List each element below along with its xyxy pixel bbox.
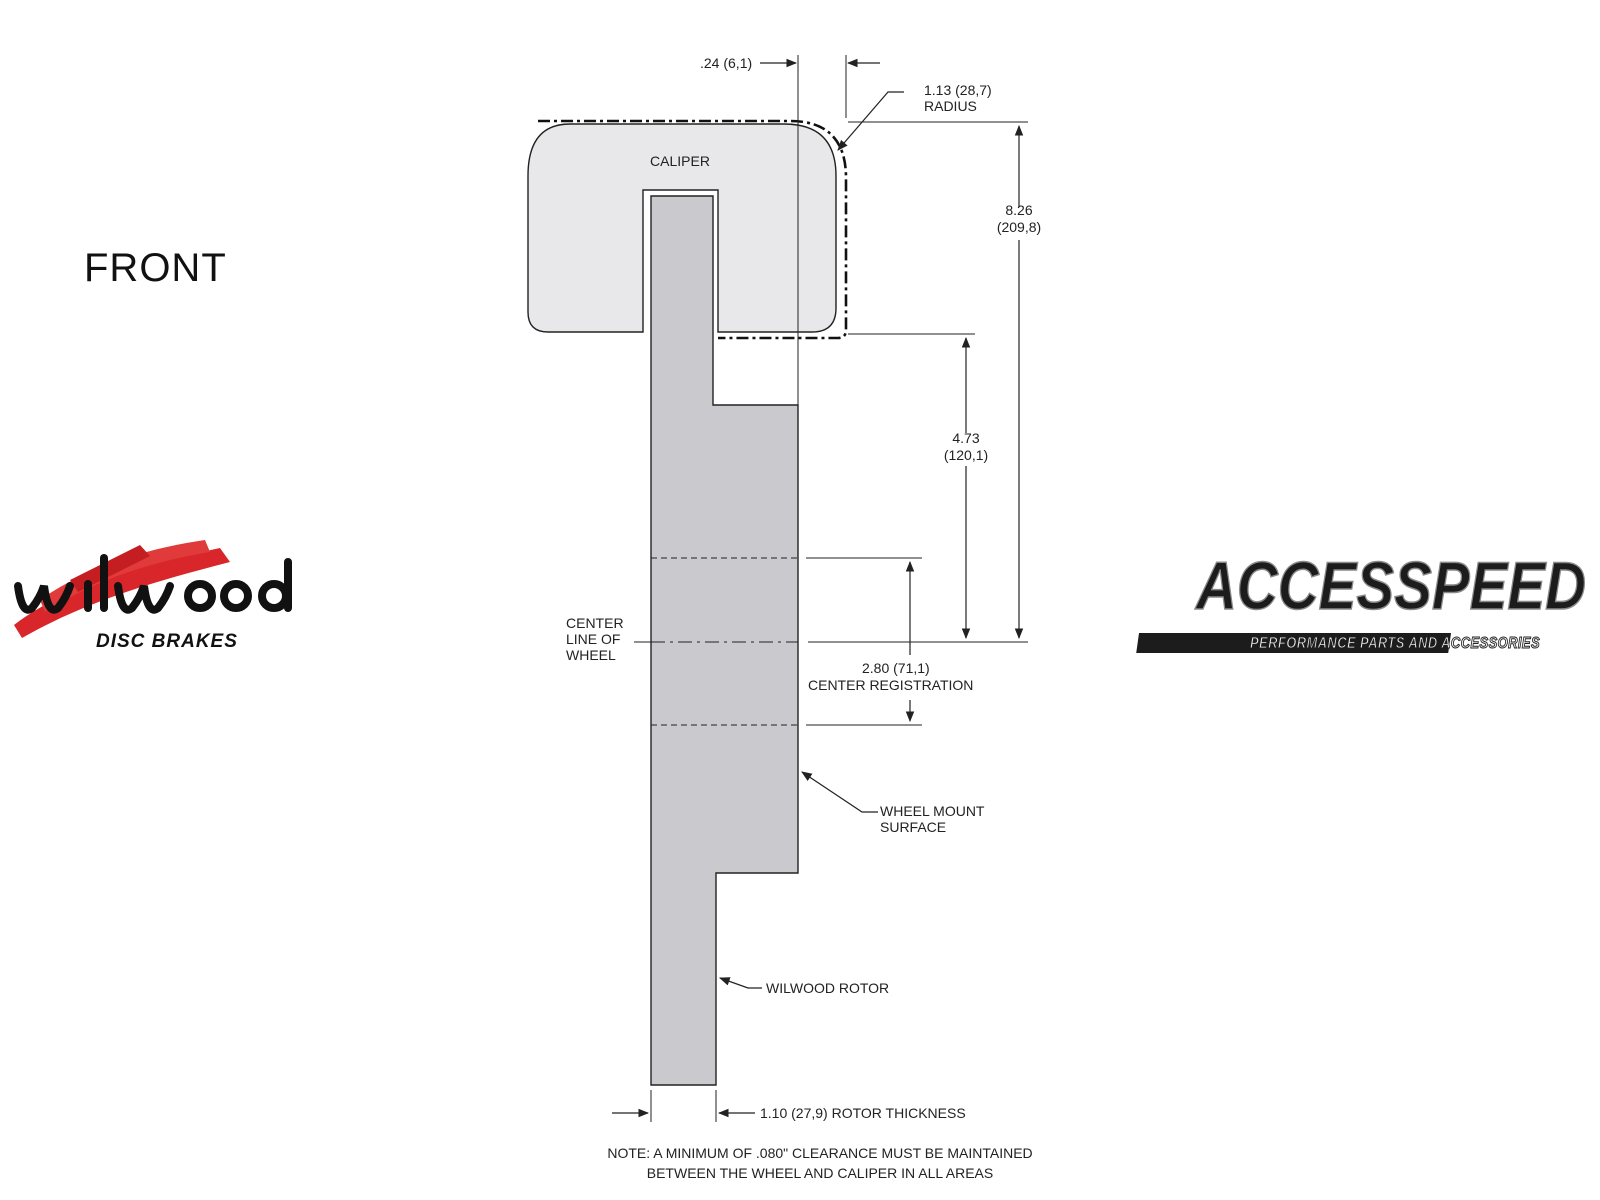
centerline-label-2: LINE OF xyxy=(566,631,621,647)
clearance-note-line-1: NOTE: A MINIMUM OF .080" CLEARANCE MUST BE MAINTAINED xyxy=(607,1145,1033,1161)
radius-label: RADIUS xyxy=(924,98,977,114)
overall-dimension-metric: (209,8) xyxy=(996,219,1042,235)
registration-label: CENTER REGISTRATION xyxy=(808,677,974,693)
radius-dimension: 1.13 (28,7) xyxy=(924,82,992,98)
rotor-label: WILWOOD ROTOR xyxy=(766,980,890,996)
view-label: FRONT xyxy=(84,246,227,290)
caliper-to-center-metric: (120,1) xyxy=(943,447,989,463)
registration-dimension: 2.80 (71,1) xyxy=(862,660,930,676)
caliper-label: CALIPER xyxy=(650,153,710,169)
centerline-label-3: WHEEL xyxy=(566,647,616,663)
wheel-mount-label-1: WHEEL MOUNT xyxy=(880,803,985,819)
centerline-label-1: CENTER xyxy=(566,615,624,631)
offset-dimension: .24 (6,1) xyxy=(700,55,753,71)
accesspeed-wordmark: ACCESSPEED xyxy=(1194,548,1586,624)
accesspeed-subtitle: PERFORMANCE PARTS AND ACCESSORIES xyxy=(1250,635,1540,652)
accesspeed-logo xyxy=(1136,548,1586,653)
rotor-thickness-dimension: 1.10 (27,9) ROTOR THICKNESS xyxy=(760,1105,966,1121)
caliper-to-center-dimension: 4.73 xyxy=(952,430,980,446)
wheel-mount-label-2: SURFACE xyxy=(880,819,947,835)
wilwood-subtitle: DISC BRAKES xyxy=(96,631,238,652)
wilwood-logo xyxy=(14,540,288,652)
overall-dimension: 8.26 xyxy=(1005,202,1033,218)
clearance-note-line-2: BETWEEN THE WHEEL AND CALIPER IN ALL AREAS xyxy=(646,1165,994,1181)
